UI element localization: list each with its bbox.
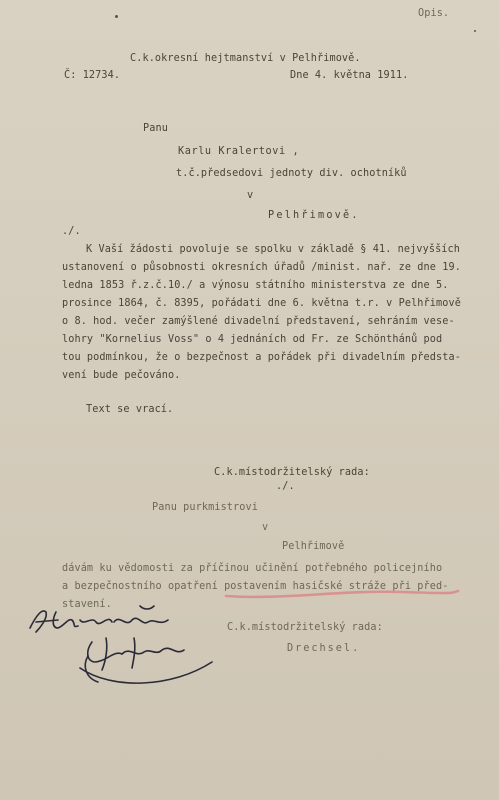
second-salutation: Panu purkmistrovi <box>152 502 258 513</box>
reference-mark: ./. <box>62 226 81 237</box>
second-preposition: v <box>262 522 269 533</box>
body-line-4: prosince 1864, č. 8395, pořádati dne 6. května t.r. v Pelhřimově <box>62 298 461 309</box>
return-note: Text se vrací. <box>86 404 174 415</box>
council-mark: ./. <box>276 481 295 492</box>
body-line-2: ustanovení o působnosti okresních úřadů /minist. nař. ze dne 19. <box>62 262 461 273</box>
body-line-3: ledna 1853 ř.z.č.10./ a výnosu státního ministerstva ze dne 5. <box>62 280 449 291</box>
council-line: C.k.místodržitelský rada: <box>214 467 370 478</box>
addressee-town: Pelhřimově. <box>268 210 360 221</box>
second-town: Pelhřimově <box>282 541 345 552</box>
reference-number: Č: 12734. <box>64 70 121 81</box>
notice-line-1: dávám ku vědomosti za příčinou učinění potřebného policejního <box>62 563 443 574</box>
red-pencil-underline <box>222 584 462 604</box>
document-date: Dne 4. května 1911. <box>290 70 409 81</box>
addressee-title: t.č.předsedovi jednoty div. ochotníků <box>176 168 407 179</box>
addressee-name: Karlu Kralertovi , <box>178 146 300 157</box>
closing-signatory: Drechsel. <box>287 643 361 654</box>
notice-line-3: stavení. <box>62 599 112 610</box>
closing-council-line: C.k.místodržitelský rada: <box>227 622 383 633</box>
body-line-1: K Vaší žádosti povoluje se spolku v základě § 41. nejvyšších <box>86 244 461 255</box>
issuing-authority: C.k.okresní hejtmanství v Pelhřimově. <box>130 53 361 64</box>
body-line-6: lohry "Kornelius Voss" o 4 jednáních od Fr. ze Schönthánů pod <box>62 334 443 345</box>
paper-speck <box>115 15 118 18</box>
notice-line-2: a bezpečnostního opatření postavením hasičské stráže při před- <box>62 581 449 592</box>
handwritten-signature <box>22 598 222 698</box>
corner-note: Opis. <box>418 8 450 19</box>
salutation: Panu <box>143 123 168 134</box>
body-line-5: o 8. hod. večer zamýšlené divadelní představení, sehráním vese- <box>62 316 455 327</box>
body-line-8: vení bude pečováno. <box>62 370 181 381</box>
addressee-preposition: v <box>247 190 254 201</box>
body-line-7: tou podmínkou, že o bezpečnost a pořádek při divadelním předsta- <box>62 352 461 363</box>
paper-speck <box>474 30 476 32</box>
